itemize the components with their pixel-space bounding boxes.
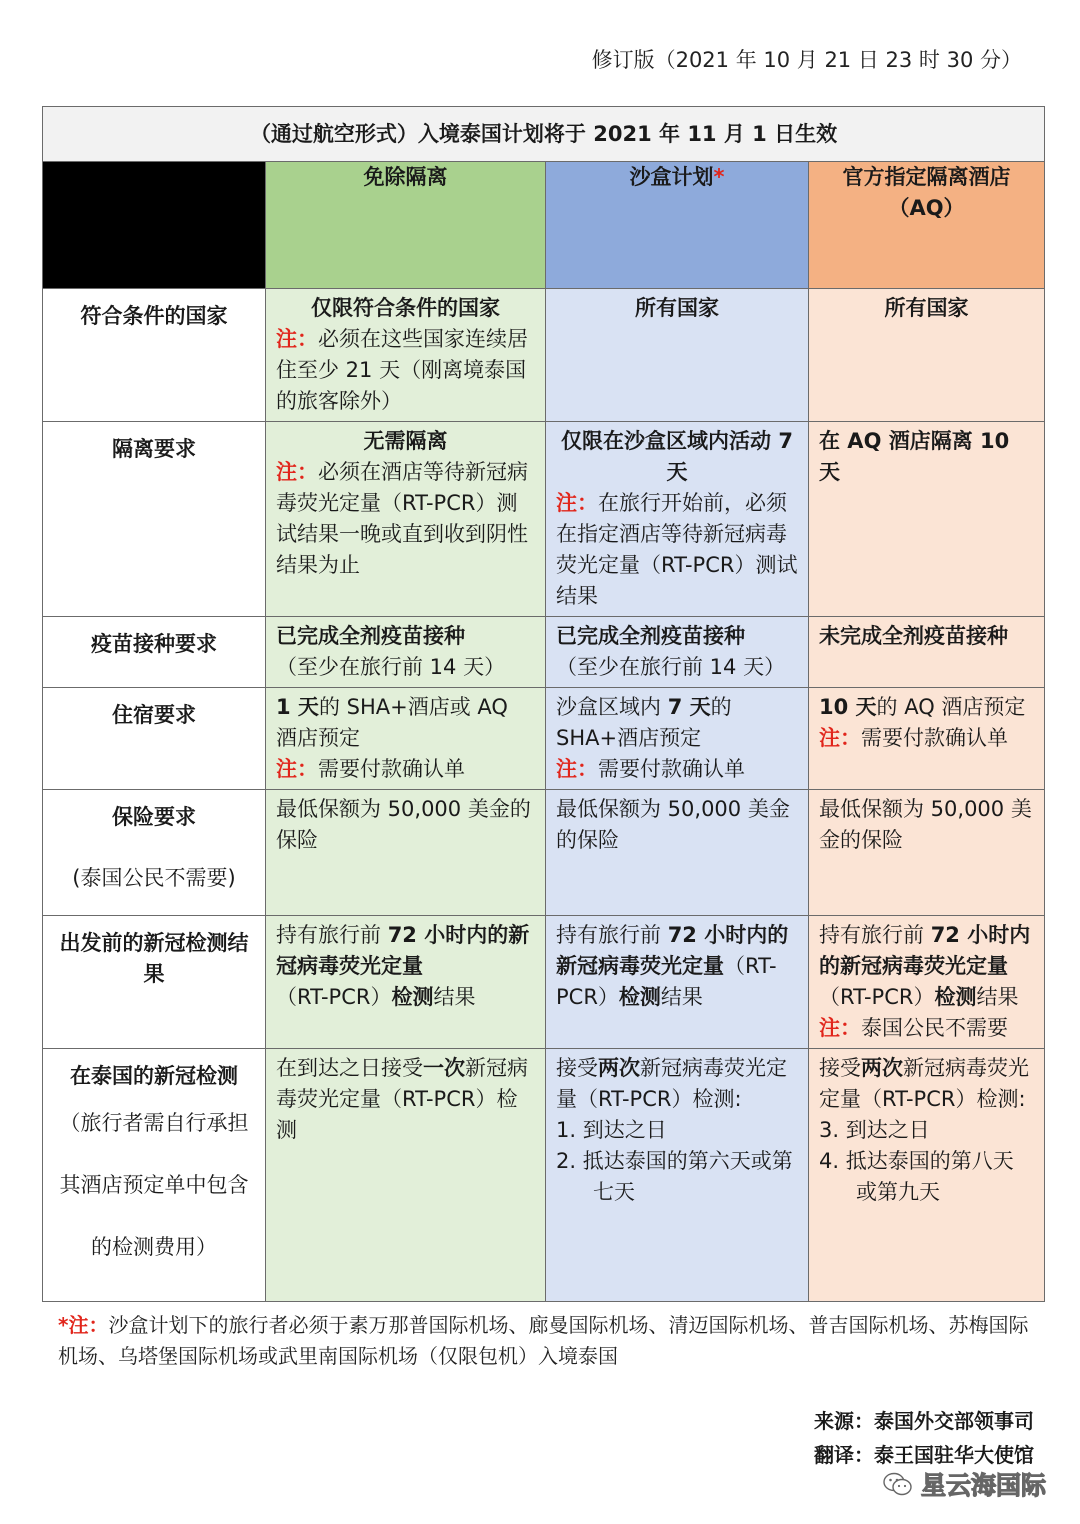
row-label-accommodation: 住宿要求 (43, 688, 266, 790)
in-thailand-aq-text (819, 1053, 1034, 1115)
row-vaccine (43, 617, 1045, 688)
in-thailand-sandbox-pre: 接受 (556, 1056, 598, 1080)
vaccine-sandbox-main: 已完成全剂疫苗接种 (556, 624, 745, 648)
predeparture-bold: 72 小时内的新冠病毒荧光定量 (276, 923, 530, 978)
in-thailand-label: 在泰国的新冠检测 (70, 1064, 238, 1088)
cell-predeparture-aq (809, 916, 1045, 1049)
note-label: 注： (276, 460, 318, 484)
accommodation-exempt-text (276, 692, 535, 754)
predeparture-pre: 持有旅行前 (819, 923, 931, 947)
predeparture-aq-note (819, 1013, 1034, 1044)
header-sandbox (546, 162, 809, 289)
row-countries (43, 289, 1045, 422)
accommodation-aq-note (819, 723, 1034, 754)
predeparture-mid: （RT-PCR） (819, 985, 935, 1009)
quarantine-exempt-main: 无需隔离 (363, 429, 448, 453)
row-predeparture (43, 916, 1045, 1049)
accommodation-sandbox-pre: 沙盒区域内 (556, 695, 668, 719)
cell-in-thailand-sandbox (546, 1049, 809, 1302)
vaccine-exempt-sub: （至少在旅行前 14 天） (276, 655, 506, 679)
predeparture-end: 结果 (976, 985, 1019, 1009)
cell-countries-exempt (266, 289, 546, 422)
predeparture-mid: （RT-PCR） (556, 954, 777, 1009)
header-sandbox-label: 沙盒计划 (629, 165, 714, 189)
wechat-icon (883, 1471, 913, 1497)
note-text: 必须在酒店等待新冠病毒荧光定量（RT-PCR）测试结果一晚或直到收到阴性结果为止 (276, 460, 528, 577)
note-label: 注： (556, 491, 598, 515)
footnote (58, 1310, 1048, 1372)
list-item: 1. 到达之日 (556, 1118, 667, 1142)
translation-credit: 翻译：泰王国驻华大使馆 (814, 1443, 1034, 1467)
cell-insurance-aq: 最低保额为 50,000 美金的保险 (809, 790, 1045, 916)
predeparture-aq-text (819, 920, 1034, 1013)
predeparture-bold2: 检测 (391, 985, 434, 1009)
insurance-label: 保险要求 (112, 805, 196, 829)
watermark (883, 1466, 1046, 1502)
credits (814, 1404, 1034, 1472)
note-text: 需要付款确认单 (318, 757, 465, 781)
accommodation-exempt-rest: 的 SHA+酒店或 AQ 酒店预定 (276, 695, 508, 750)
header-exempt: 免除隔离 (266, 162, 546, 289)
list-item: 3. 到达之日 (819, 1118, 930, 1142)
quarantine-sandbox-main: 仅限在沙盒区域内活动 7 天 (561, 429, 793, 484)
cell-countries-aq: 所有国家 (809, 289, 1045, 422)
in-thailand-aq-bold: 两次 (861, 1056, 903, 1080)
cell-accommodation-aq (809, 688, 1045, 790)
predeparture-mid: （RT-PCR） (276, 985, 392, 1009)
cell-in-thailand-aq (809, 1049, 1045, 1302)
header-aq-line1: 官方指定隔离酒店 (842, 165, 1011, 189)
predeparture-pre: 持有旅行前 (276, 923, 388, 947)
accommodation-exempt-days: 1 天 (276, 695, 319, 719)
cell-insurance-sandbox: 最低保额为 50,000 美金的保险 (546, 790, 809, 916)
countries-exempt-main: 仅限符合条件的国家 (311, 296, 500, 320)
revision-note: 修订版（2021 年 10 月 21 日 23 时 30 分） (591, 48, 1022, 72)
quarantine-sandbox-note (556, 488, 798, 612)
cell-quarantine-aq: 在 AQ 酒店隔离 10 天 (809, 422, 1045, 617)
accommodation-sandbox-days: 7 天 (667, 695, 711, 719)
note-text: 泰国公民不需要 (861, 1016, 1008, 1040)
in-thailand-exempt-text: 新冠病毒荧光定量（RT-PCR）检测 (276, 1056, 528, 1142)
row-label-in-thailand (43, 1049, 266, 1302)
footnote-text: 沙盒计划下的旅行者必须于素万那普国际机场、廊曼国际机场、清迈国际机场、普吉国际机场、苏梅国际机场、乌塔堡国际机场或武里南国际机场（仅限包机）入境泰国 (58, 1313, 1029, 1368)
note-label: 注： (819, 726, 861, 750)
predeparture-bold2: 检测 (618, 985, 661, 1009)
predeparture-bold: 72 小时内的新冠病毒荧光定量 (819, 923, 1031, 978)
cell-predeparture-sandbox (546, 916, 809, 1049)
insurance-label-sub: (泰国公民不需要) (72, 866, 236, 890)
note-text: 需要付款确认单 (861, 726, 1008, 750)
cell-vaccine-sandbox (546, 617, 809, 688)
accommodation-aq-text (819, 692, 1034, 723)
note-label: 注： (819, 1016, 861, 1040)
header-sandbox-star: * (713, 165, 725, 189)
row-label-countries: 符合条件的国家 (43, 289, 266, 422)
cell-vaccine-exempt (266, 617, 546, 688)
row-label-vaccine: 疫苗接种要求 (43, 617, 266, 688)
footnote-label: *注： (58, 1313, 109, 1337)
list-item: 4. 抵达泰国的第八天或第九天 (819, 1149, 1014, 1204)
row-label-predeparture: 出发前的新冠检测结果 (43, 916, 266, 1049)
accommodation-sandbox-text (556, 692, 798, 754)
quarantine-exempt-note (276, 457, 535, 581)
note-label: 注： (276, 757, 318, 781)
cell-quarantine-exempt (266, 422, 546, 617)
vaccine-sandbox-sub: （至少在旅行前 14 天） (556, 655, 786, 679)
cell-accommodation-exempt (266, 688, 546, 790)
cell-accommodation-sandbox (546, 688, 809, 790)
predeparture-pre: 持有旅行前 (556, 923, 668, 947)
row-quarantine (43, 422, 1045, 617)
cell-quarantine-sandbox (546, 422, 809, 617)
note-label: 注： (276, 327, 318, 351)
cell-countries-sandbox: 所有国家 (546, 289, 809, 422)
row-in-thailand (43, 1049, 1045, 1302)
in-thailand-exempt-bold: 一次 (423, 1056, 465, 1080)
in-thailand-label-sub: （旅行者需自行承担其酒店预定单中包含的检测费用） (59, 1111, 249, 1259)
cell-predeparture-exempt (266, 916, 546, 1049)
accommodation-aq-days: 10 天 (819, 695, 877, 719)
cell-insurance-exempt: 最低保额为 50,000 美金的保险 (266, 790, 546, 916)
accommodation-exempt-note (276, 754, 535, 785)
in-thailand-aq-rest: 新冠病毒荧光定量（RT-PCR）检测: (819, 1056, 1029, 1111)
note-label: 注： (556, 757, 598, 781)
countries-exempt-note (276, 324, 535, 417)
predeparture-end: 结果 (433, 985, 476, 1009)
source-credit: 来源：泰国外交部领事司 (814, 1409, 1034, 1433)
entry-plan-table (42, 106, 1045, 1302)
list-item: 2. 抵达泰国的第六天或第七天 (556, 1149, 793, 1204)
note-text: 必须在这些国家连续居住至少 21 天（刚离境泰国的旅客除外） (276, 327, 528, 413)
table-title: （通过航空形式）入境泰国计划将于 2021 年 11 月 1 日生效 (43, 107, 1045, 162)
in-thailand-exempt-pre: 在到达之日接受 (276, 1056, 423, 1080)
header-aq-line2: （AQ） (888, 196, 965, 220)
accommodation-sandbox-rest: 的 SHA+酒店预定 (556, 695, 732, 750)
note-text: 在旅行开始前，必须在指定酒店等待新冠病毒荧光定量（RT-PCR）测试结果 (556, 491, 798, 608)
in-thailand-aq-pre: 接受 (819, 1056, 861, 1080)
cell-vaccine-aq: 未完成全剂疫苗接种 (809, 617, 1045, 688)
vaccine-exempt-main: 已完成全剂疫苗接种 (276, 624, 465, 648)
row-label-quarantine: 隔离要求 (43, 422, 266, 617)
note-text: 需要付款确认单 (598, 757, 745, 781)
accommodation-aq-rest: 的 AQ 酒店预定 (876, 695, 1026, 719)
in-thailand-sandbox-bold: 两次 (598, 1056, 640, 1080)
in-thailand-sandbox-text (556, 1053, 798, 1115)
cell-in-thailand-exempt (266, 1049, 546, 1302)
watermark-text: 星云海国际 (920, 1471, 1046, 1500)
header-aq (809, 162, 1045, 289)
predeparture-end: 结果 (660, 985, 703, 1009)
predeparture-bold: 72 小时内的新冠病毒荧光定量 (556, 923, 789, 978)
row-accommodation (43, 688, 1045, 790)
predeparture-bold2: 检测 (934, 985, 977, 1009)
header-corner (43, 162, 266, 289)
in-thailand-sandbox-rest: 新冠病毒荧光定量（RT-PCR）检测: (556, 1056, 787, 1111)
row-insurance (43, 790, 1045, 916)
row-label-insurance (43, 790, 266, 916)
accommodation-sandbox-note (556, 754, 798, 785)
